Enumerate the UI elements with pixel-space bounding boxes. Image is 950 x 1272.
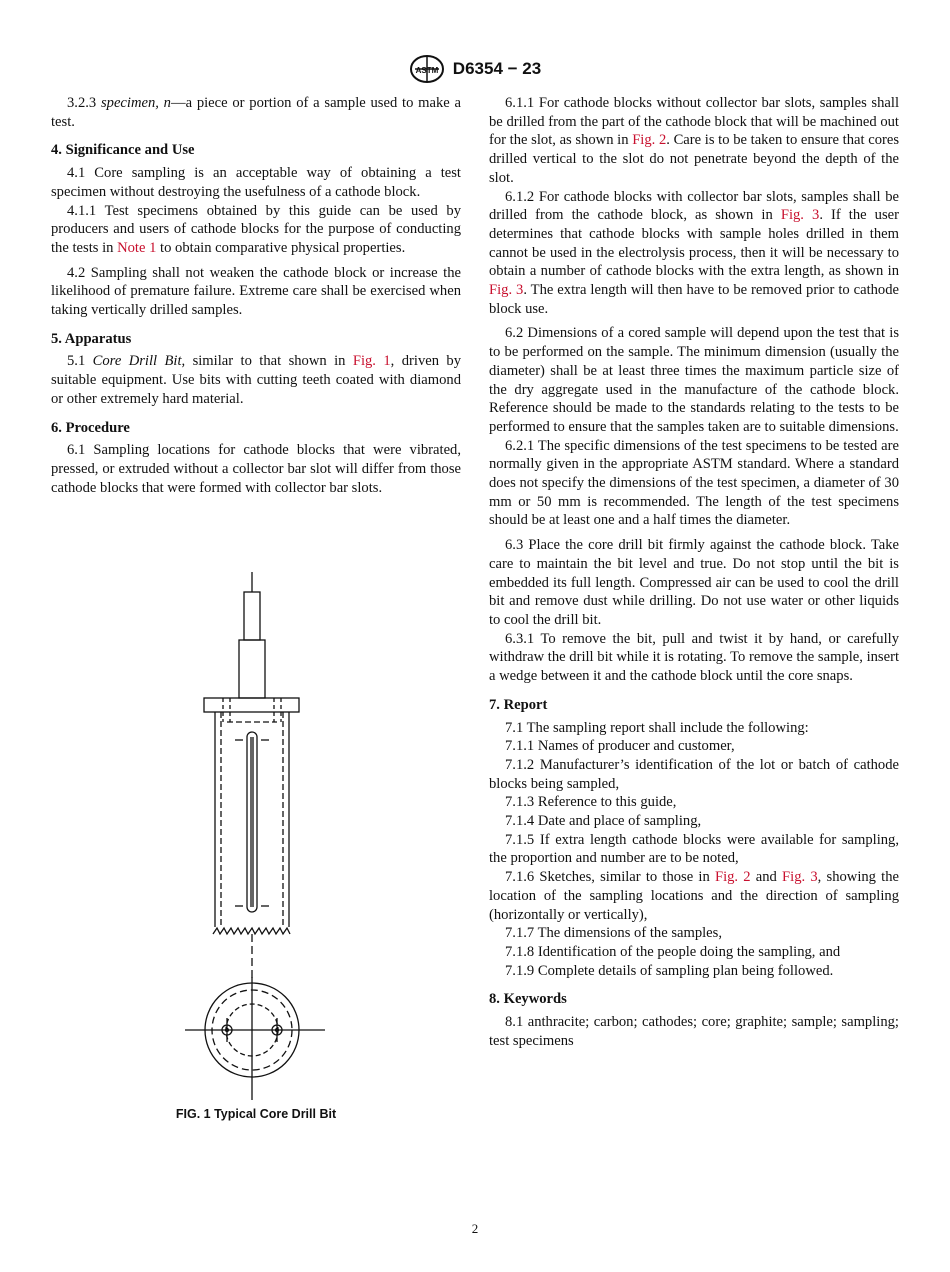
heading-section-6: 6. Procedure	[51, 419, 130, 436]
para-6-3-1: 6.3.1 To remove the bit, pull and twist it by hand, or carefully withdraw the drill bit while it is rotating. To remove the sample, insert a wedge between it and the cathode block until the core snaps.	[489, 630, 899, 685]
para-7-1-9: 7.1.9 Complete details of sampling plan being followed.	[505, 962, 834, 979]
left-column	[51, 94, 461, 497]
link-fig-2-report[interactable]: Fig. 2	[714, 869, 751, 886]
astm-logo-text: ASTM	[415, 66, 439, 75]
para-7-1-8: 7.1.8 Identification of the people doing the sampling, and	[505, 943, 841, 960]
para-7-1-7: 7.1.7 The dimensions of the samples,	[505, 925, 722, 942]
para-5-1: 5.1 Core Drill Bit, similar to that shown in Fig. 1, driven by suitable equipment. Use bits with cutting teeth coated with diamond or other extremely hard material.	[51, 353, 462, 407]
para-4-1: 4.1 Core sampling is an acceptable way of obtaining a test specimen without destroying the usefulness of a cathode block.	[51, 165, 461, 200]
para-7-1-4: 7.1.4 Date and place of sampling,	[505, 813, 702, 830]
heading-section-5: 5. Apparatus	[51, 330, 132, 347]
term-core-drill-bit: Core Drill Bit,	[92, 353, 186, 370]
astm-logo-icon	[409, 54, 445, 84]
para-6-1-1: 6.1.1 For cathode blocks without collector bar slots, samples shall be drilled from the part of the cathode block that will be machined out for the slot, as shown in Fig. 2. Care is to be taken to ensure that cores drilled vertical to the slot do not penetrate beyond the depth of the slot.	[489, 95, 900, 186]
link-fig-3-report[interactable]: Fig. 3	[782, 869, 818, 886]
core-drill-bit-figure	[185, 572, 325, 1102]
term-specimen: specimen, n	[100, 95, 171, 111]
heading-section-7: 7. Report	[489, 696, 548, 713]
page-header	[0, 54, 950, 84]
heading-section-8: 8. Keywords	[489, 991, 567, 1008]
para-6-3: 6.3 Place the core drill bit firmly against the cathode block. Take care to maintain the bit level and true. Do not stop until the bit is embedded its full length. Compressed air can be used to cool the drill bit and remove dust while drilling. Do not use water or other liquids to cool the drill bit.	[489, 537, 899, 628]
para-7-1-6: 7.1.6 Sketches, similar to those in Fig. 2 and Fig. 3, showing the location of the sampling locations and the direction of sampling (horizontally or vertically),	[489, 869, 900, 923]
para-3-2-3: 3.2.3 specimen, n—a piece or portion of a sample used to make a test.	[51, 95, 461, 130]
link-fig-3[interactable]: Fig. 3	[780, 207, 820, 224]
para-6-2: 6.2 Dimensions of a cored sample will depend upon the test that is to be performed on the sample. The minimum dimension (usually the diameter) shall be at least three times the maximum particle size of the dry aggregate used in the manufacture of the cathode block. Reference should be made to the standards relating to the tests to be performed to ensure that the samples taken are to suitable dimensions.	[489, 325, 899, 435]
link-fig-2[interactable]: Fig. 2	[632, 132, 667, 149]
para-6-1-2: 6.1.2 For cathode blocks with collector bar slots, samples shall be drilled from the cathode block, as shown in Fig. 3. If the user determines that cathode blocks with sample holes drilled in them cannot be used in the electrolysis process, then it will be necessary to obtain a number of cathode blocks with the extra length, as shown in Fig. 3. The extra length will then have to be removed prior to cathode block use.	[489, 188, 900, 317]
para-7-1-3: 7.1.3 Reference to this guide,	[505, 794, 677, 811]
para-6-1: 6.1 Sampling locations for cathode blocks that were vibrated, pressed, or extruded without a collector bar slot will differ from those cathode blocks that were formed with collector bar slots.	[51, 442, 461, 496]
para-7-1-1: 7.1.1 Names of producer and customer,	[505, 738, 735, 755]
para-8-1: 8.1 anthracite; carbon; cathodes; core; graphite; sample; sampling; test specimens	[489, 1014, 899, 1049]
document-code: D6354 − 23	[452, 59, 542, 78]
para-4-2: 4.2 Sampling shall not weaken the cathode block or increase the likelihood of premature failure. Extreme care shall be exercised when taking vertically drilled samples.	[51, 264, 461, 319]
para-6-2-1: 6.2.1 The specific dimensions of the test specimens to be tested are normally given in the appropriate ASTM standard. Where a standard does not specify the dimensions of the test specimen, a diameter of 30 mm or 50 mm is recommended. The length of the test specimens should be at least one and a half times the diameter.	[489, 437, 899, 529]
heading-section-4: 4. Significance and Use	[51, 142, 195, 159]
para-7-1-5: 7.1.5 If extra length cathode blocks were available for sampling, the proportion and number are to be noted,	[489, 831, 899, 867]
link-note-1[interactable]: Note 1	[117, 239, 157, 256]
right-column	[489, 94, 899, 1050]
para-4-1-1: 4.1.1 Test specimens obtained by this guide can be used by producers and users of cathode blocks for the purpose of conducting the tests in Note 1 to obtain comparative physical properties.	[51, 202, 461, 256]
figure-1-caption: FIG. 1 Typical Core Drill Bit	[175, 1107, 337, 1121]
para-7-1: 7.1 The sampling report shall include the following:	[505, 719, 809, 736]
para-7-1-2: 7.1.2 Manufacturer’s identification of the lot or batch of cathode blocks being sampled,	[489, 756, 899, 792]
page-number: 2	[471, 1221, 479, 1236]
link-fig-1[interactable]: Fig. 1	[352, 353, 391, 370]
link-fig-3-second[interactable]: Fig. 3	[489, 282, 524, 299]
